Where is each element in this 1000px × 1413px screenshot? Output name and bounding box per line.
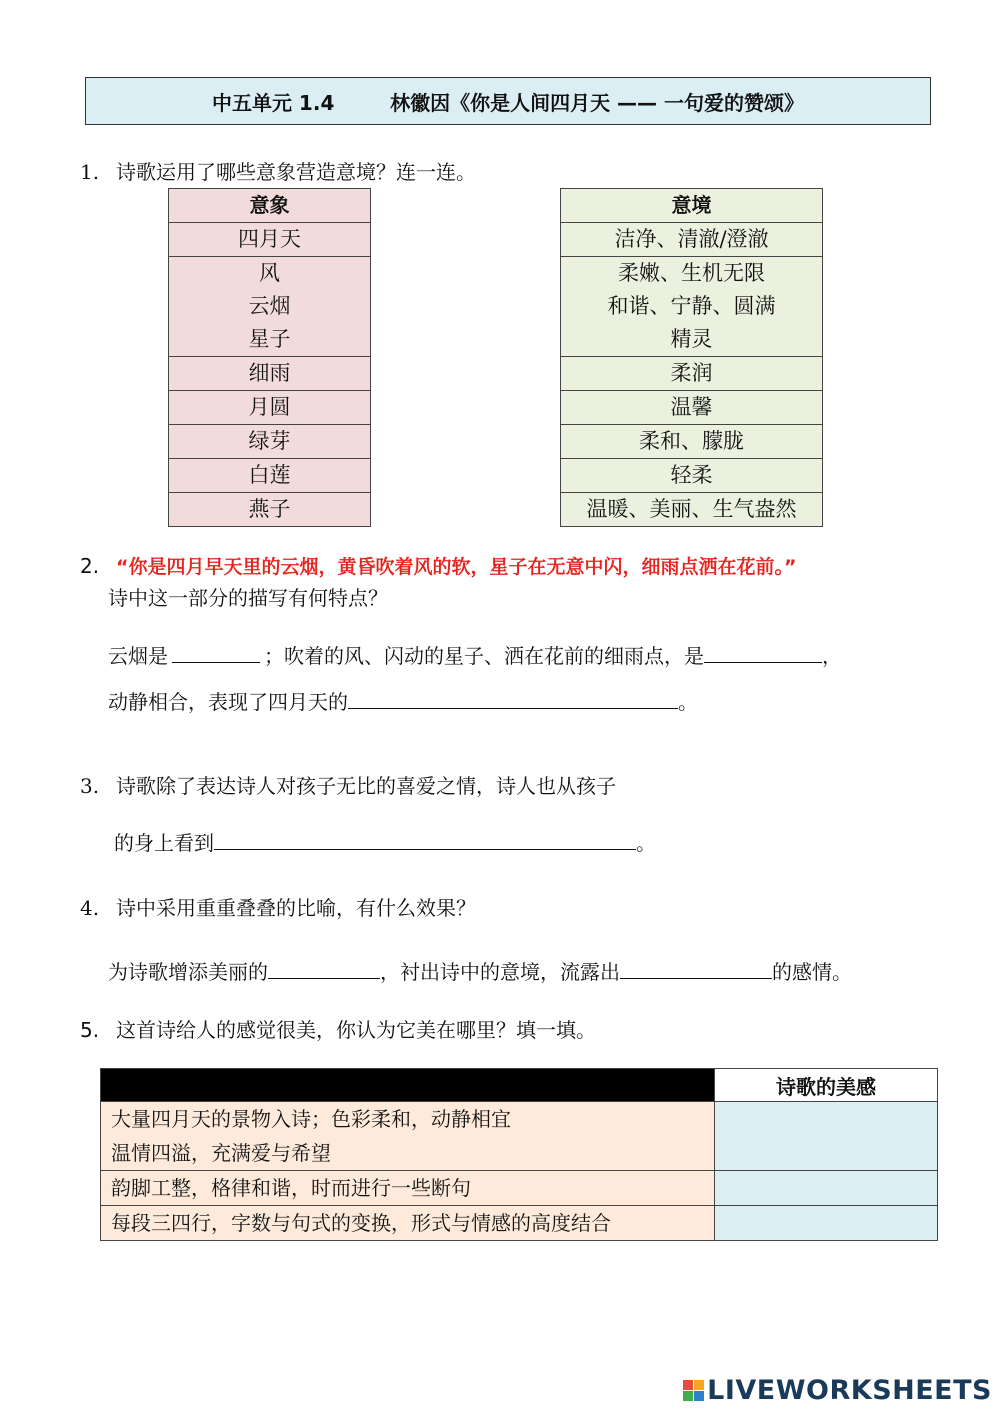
mood-item: 柔嫩、生机无限 bbox=[618, 261, 765, 285]
imagery-header: 意象 bbox=[169, 189, 371, 223]
mood-item[interactable]: 温馨 bbox=[561, 391, 823, 425]
worksheet-title bbox=[85, 77, 931, 125]
question-5-number: 5. bbox=[80, 1018, 100, 1042]
imagery-item: 云烟 bbox=[248, 294, 291, 318]
beauty-description: 每段三四行，字数与句式的变换，形式与情感的高度结合 bbox=[101, 1206, 715, 1241]
answer-text: 的感情。 bbox=[772, 960, 852, 984]
mood-item-group[interactable] bbox=[561, 257, 823, 357]
beauty-answer-cell[interactable] bbox=[715, 1206, 938, 1241]
answer-text: 。 bbox=[636, 831, 656, 855]
beauty-answer-cell[interactable] bbox=[715, 1171, 938, 1206]
imagery-item[interactable]: 四月天 bbox=[169, 223, 371, 257]
imagery-item[interactable]: 白莲 bbox=[169, 459, 371, 493]
beauty-table bbox=[100, 1068, 938, 1241]
question-2-quote: “你是四月早天里的云烟，黄昏吹着风的软，星子在无意中闪，细雨点洒在花前。” bbox=[116, 556, 797, 578]
question-4 bbox=[80, 892, 476, 921]
beauty-description: 韵脚工整，格律和谐，时而进行一些断句 bbox=[101, 1171, 715, 1206]
mood-item[interactable]: 柔润 bbox=[561, 357, 823, 391]
mood-item[interactable]: 洁净、清澈/澄澈 bbox=[561, 223, 823, 257]
answer-text: ；吹着的风、闪动的星子、洒在花前的细雨点，是 bbox=[264, 644, 704, 668]
imagery-item[interactable]: 燕子 bbox=[169, 493, 371, 527]
question-2-answer-line-1 bbox=[108, 640, 842, 669]
answer-text: ，衬出诗中的意境，流露出 bbox=[380, 960, 620, 984]
question-2-answer-line-2 bbox=[108, 686, 698, 715]
logo-mark-icon bbox=[683, 1380, 704, 1401]
answer-text: 云烟是 bbox=[108, 644, 168, 668]
blank-input[interactable] bbox=[172, 642, 260, 663]
beauty-description-line: 大量四月天的景物入诗；色彩柔和，动静相宜 bbox=[111, 1107, 511, 1131]
mood-item[interactable]: 柔和、朦胧 bbox=[561, 425, 823, 459]
title-gap bbox=[334, 89, 390, 113]
blank-input[interactable] bbox=[268, 958, 380, 979]
question-2 bbox=[80, 552, 796, 579]
blank-input[interactable] bbox=[214, 829, 636, 850]
mood-header: 意境 bbox=[561, 189, 823, 223]
mood-item: 精灵 bbox=[670, 327, 713, 351]
imagery-item: 风 bbox=[259, 261, 280, 285]
imagery-item[interactable]: 细雨 bbox=[169, 357, 371, 391]
beauty-description bbox=[101, 1102, 715, 1171]
answer-text: 。 bbox=[678, 690, 698, 714]
beauty-description-line: 温情四溢，充满爱与希望 bbox=[111, 1141, 331, 1165]
question-1 bbox=[80, 156, 476, 185]
imagery-item: 星子 bbox=[248, 327, 291, 351]
mood-table bbox=[560, 188, 823, 527]
answer-text: 的身上看到 bbox=[114, 831, 214, 855]
question-1-text: 诗歌运用了哪些意象营造意境？连一连。 bbox=[116, 160, 476, 184]
imagery-table bbox=[168, 188, 371, 527]
question-5 bbox=[80, 1014, 596, 1043]
mood-item[interactable]: 温暖、美丽、生气盎然 bbox=[561, 493, 823, 527]
question-2-prompt: 诗中这一部分的描写有何特点？ bbox=[108, 586, 388, 610]
mood-item[interactable]: 轻柔 bbox=[561, 459, 823, 493]
mood-item: 和谐、宁静、圆满 bbox=[607, 294, 776, 318]
question-2-number: 2. bbox=[80, 554, 100, 578]
question-4-text: 诗中采用重重叠叠的比喻，有什么效果？ bbox=[116, 896, 476, 920]
imagery-item[interactable]: 月圆 bbox=[169, 391, 371, 425]
answer-text: 动静相合，表现了四月天的 bbox=[108, 690, 348, 714]
question-5-text: 这首诗给人的感觉很美，你认为它美在哪里？填一填。 bbox=[116, 1018, 596, 1042]
imagery-item[interactable]: 绿芽 bbox=[169, 425, 371, 459]
question-4-number: 4. bbox=[80, 896, 100, 920]
beauty-table-header: 诗歌的美感 bbox=[715, 1069, 938, 1102]
beauty-answer-cell[interactable] bbox=[715, 1102, 938, 1171]
question-1-number: 1. bbox=[80, 160, 100, 184]
imagery-item-group[interactable] bbox=[169, 257, 371, 357]
title-name: 林徽因《你是人间四月天 —— 一句爱的赞颂》 bbox=[390, 90, 805, 115]
question-3-number: 3. bbox=[80, 774, 100, 798]
question-3-answer-line bbox=[114, 827, 656, 856]
beauty-table-header-left bbox=[101, 1069, 715, 1102]
blank-input[interactable] bbox=[620, 958, 772, 979]
question-4-answer-line bbox=[108, 956, 852, 985]
blank-input[interactable] bbox=[704, 642, 822, 663]
answer-text: ， bbox=[822, 644, 842, 668]
question-3 bbox=[80, 770, 616, 799]
question-3-text: 诗歌除了表达诗人对孩子无比的喜爱之情，诗人也从孩子 bbox=[116, 774, 616, 798]
liveworksheets-logo[interactable] bbox=[683, 1375, 992, 1406]
title-unit: 中五单元 1.4 bbox=[211, 90, 335, 115]
logo-text: LIVEWORKSHEETS bbox=[707, 1375, 992, 1406]
blank-input[interactable] bbox=[348, 688, 678, 709]
answer-text: 为诗歌增添美丽的 bbox=[108, 960, 268, 984]
